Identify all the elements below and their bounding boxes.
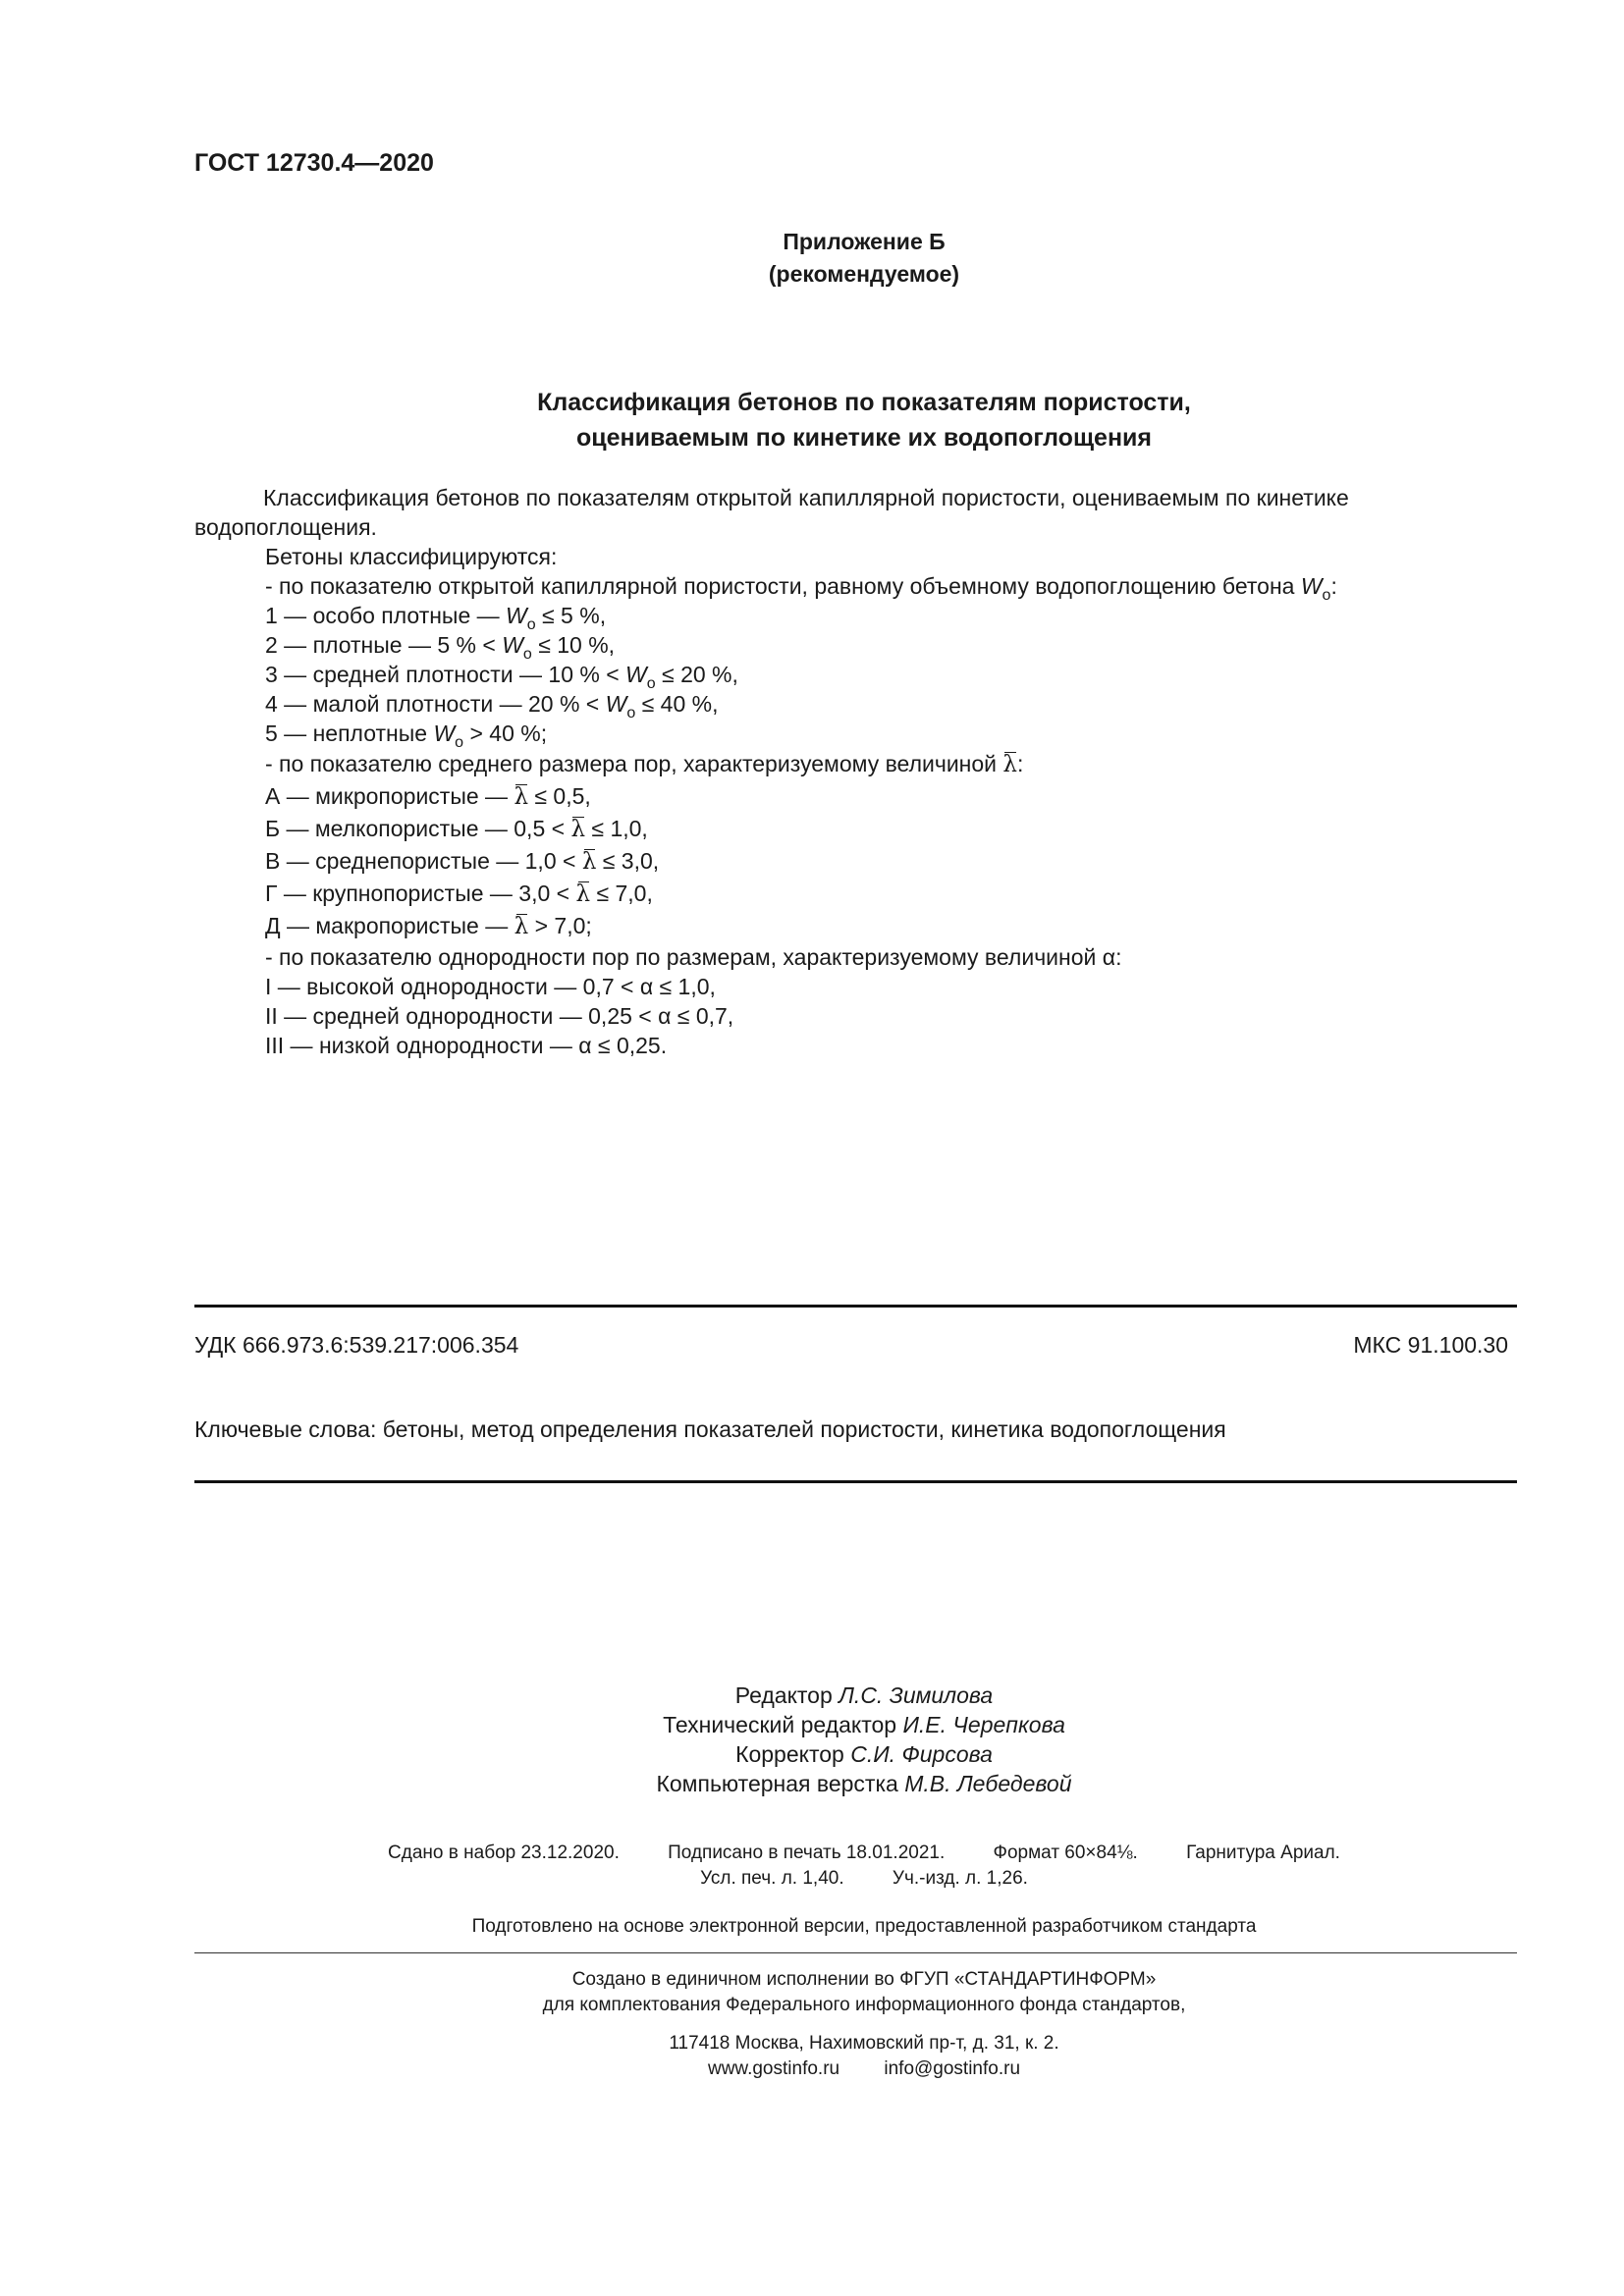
imprint-line2 (0, 1866, 1624, 1892)
uniformity-item: II — средней однородности — 0,25 < α ≤ 0,7, (265, 1003, 734, 1029)
poresize-item: Б — мелкопористые — 0,5 < λ ≤ 1,0, (265, 813, 1337, 845)
porosity-item: 4 — малой плотности — 20 % < $W_о \le 40$ %, (265, 691, 719, 721)
imprint-format: Формат 60×84⅛. (993, 1842, 1138, 1863)
list-lead: Бетоны классифицируются: (265, 544, 558, 569)
section-title-line1: Классификация бетонов по показателям пористости, (537, 389, 1191, 416)
section-title-line2: оцениваемым по кинетике их водопоглощения (575, 424, 1153, 452)
uniformity-item: III — низкой однородности — α ≤ 0,25. (265, 1033, 668, 1058)
imprint-print-sheets: Усл. печ. л. 1,40. (700, 1868, 844, 1889)
imprint-line1 (0, 1841, 1624, 1866)
publisher-address (0, 2031, 1624, 2082)
uniformity-item: I — высокой однородности — 0,7 < α ≤ 1,0, (265, 974, 716, 999)
email-link[interactable]: info@gostinfo.ru (884, 2058, 1021, 2079)
udk-code: УДК 666.973.6:539.217:006.354 (194, 1332, 519, 1358)
imprint-signed: Подписано в печать 18.01.2021. (668, 1842, 946, 1863)
poresize-item: Г — крупнопористые — 3,0 < λ ≤ 7,0, (265, 878, 1337, 910)
porosity-item: 3 — средней плотности — 10 % < $W_о \le 20$ %, (265, 662, 738, 692)
porosity-item: 2 — плотные — 5 % < $W_о \le 10$ %, (265, 632, 616, 663)
created-line1: Создано в единичном исполнении во ФГУП «СТАНДАРТИНФОРМ» (571, 1969, 1157, 1990)
created-line2: для комплектования Федерального информационного фонда стандартов, (542, 1995, 1186, 2015)
staff-line: Компьютерная верстка М.В. Лебедевой (656, 1771, 1072, 1796)
poresize-item: А — микропористые — λ ≤ 0,5, (265, 780, 1337, 813)
porosity-item: 5 — неплотные $W_о > 40$ %; (265, 721, 548, 751)
address-line: 117418 Москва, Нахимовский пр-т, д. 31, к. 2. (669, 2033, 1059, 2054)
staff-line: Корректор С.И. Фирсова (735, 1741, 993, 1767)
poresize-items (265, 780, 1337, 942)
prepared-note: Подготовлено на основе электронной версии, предоставленной разработчиком стандарта (471, 1916, 1257, 1937)
section-title (0, 385, 1624, 455)
imprint (0, 1841, 1624, 1892)
porosity-intro: - по показателю открытой капиллярной пористости, равному объемному водопоглощению бетона $W_о$: (265, 573, 1337, 604)
uniformity-items (265, 972, 1337, 1060)
classification-list (265, 542, 1337, 1060)
poresize-item: Д — макропористые — λ > 7,0; (265, 910, 1337, 942)
porosity-item: 1 — особо плотные — $W_о \le 5$ %, (265, 603, 607, 633)
staff-line: Редактор Л.С. Зимилова (734, 1682, 994, 1708)
appendix-status: (рекомендуемое) (768, 261, 960, 287)
uniformity-intro: - по показателю однородности пор по размерам, характеризуемому величиной α: (265, 944, 1122, 970)
document-header: ГОСТ 12730.4—2020 (194, 149, 434, 177)
staff-credits (0, 1681, 1624, 1798)
imprint-submitted: Сдано в набор 23.12.2020. (388, 1842, 620, 1863)
mks-code: МКС 91.100.30 (1353, 1332, 1508, 1358)
created-note (0, 1967, 1624, 2018)
contacts-line (0, 2056, 1624, 2082)
divider-top (194, 1305, 1517, 1308)
poresize-item: В — среднепористые — 1,0 < λ ≤ 3,0, (265, 845, 1337, 878)
divider-imprint (194, 1952, 1517, 1953)
intro-paragraph: Классификация бетонов по показателям открытой капиллярной пористости, оцениваемым по кинетике водопоглощения. (194, 485, 1349, 540)
appendix-label: Приложение Б (783, 229, 946, 254)
staff-line: Технический редактор И.Е. Черепкова (663, 1712, 1065, 1737)
poresize-intro: - по показателю среднего размера пор, характеризуемому величиной λ: (265, 748, 1337, 780)
divider-bottom (194, 1480, 1517, 1483)
imprint-edit-sheets: Уч.-изд. л. 1,26. (892, 1868, 1028, 1889)
appendix-heading (0, 226, 1624, 291)
imprint-typeface: Гарнитура Ариал. (1186, 1842, 1340, 1863)
porosity-items (265, 601, 1337, 751)
keywords: Ключевые слова: бетоны, метод определения показателей пористости, кинетика водопоглощения (194, 1416, 1226, 1442)
website-link[interactable]: www.gostinfo.ru (707, 2058, 840, 2079)
